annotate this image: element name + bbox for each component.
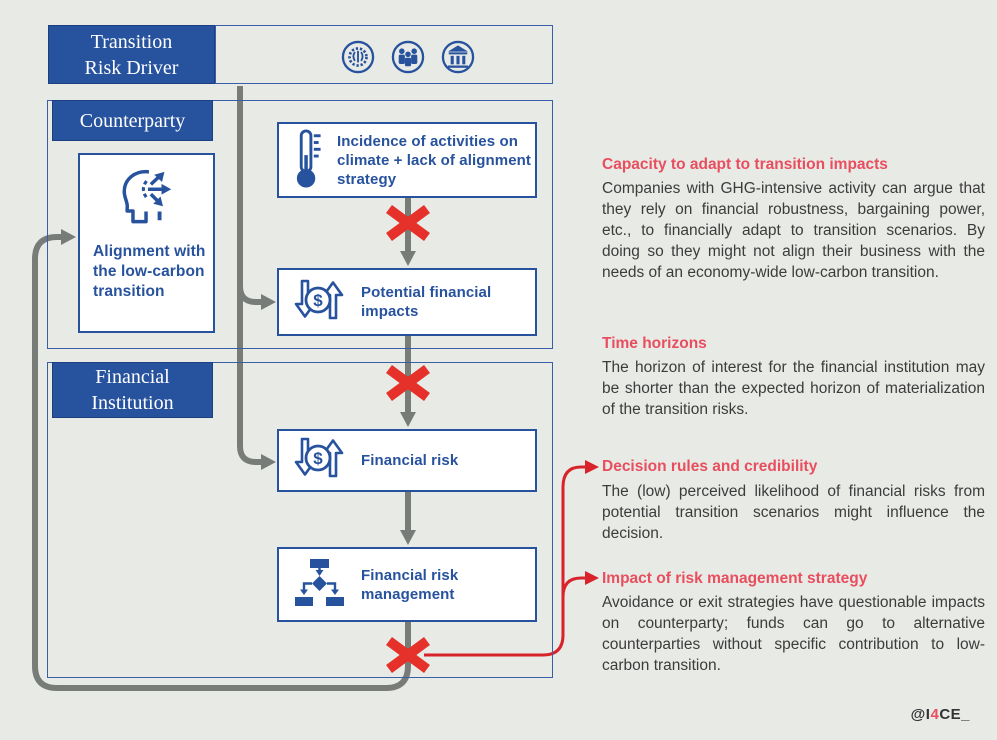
alignment-box (78, 153, 215, 333)
annotation-heading-time-horizons: Time horizons (602, 335, 707, 352)
flowchart-icon (293, 557, 345, 612)
potential-financial-impacts-label: Potential financial impacts (361, 284, 492, 320)
alignment-box-label: Alignment with the low-carbon transition (93, 243, 206, 300)
dollar-arrows-icon (293, 434, 345, 487)
annotation-heading-capacity: Capacity to adapt to transition impacts (602, 156, 888, 173)
incidence-box (277, 122, 537, 198)
dollar-arrows-icon (293, 276, 345, 329)
financial-risk-management-box (277, 547, 537, 622)
institution-bank-icon (441, 40, 475, 79)
incidence-box-label: Incidence of activities on climate + lack of alignment strategy (337, 132, 532, 188)
financial-risk-box (277, 429, 537, 492)
annotation-body-risk-management: Avoidance or exit strategies have questionable impacts on counterparty; funds can go to alternative counterparties without specific contribution to low-carbon transition. (602, 594, 985, 674)
red-arrowheads (585, 460, 599, 585)
annotation-body-time-horizons: The horizon of interest for the financial institution may be shorter than the expected horizon of materialization of the transition risks. (602, 359, 985, 418)
financial-risk-management-label: Financial risk management (361, 566, 459, 603)
technology-gear-icon (341, 40, 375, 79)
head-arrows-icon (116, 167, 178, 232)
thermometer-icon (293, 128, 323, 193)
risk-driver-icons (341, 40, 475, 79)
transition-risk-driver-line1: Transition (90, 30, 173, 53)
transition-risk-driver-line2: Risk Driver (84, 56, 179, 79)
financial-risk-label: Financial risk (361, 452, 459, 469)
society-people-icon (391, 40, 425, 79)
svg-text:$: $ (313, 290, 323, 310)
counterparty-label: Counterparty (52, 100, 213, 141)
transition-risk-driver-label (48, 25, 215, 84)
potential-financial-impacts-box (277, 268, 537, 336)
annotation-body-capacity: Companies with GHG-intensive activity can argue that they rely on financial robustness, bargaining power, etc., to financially adapt to transition scenarios. By doing so they might not align their business with the needs of an economy-wide low-carbon transition. (602, 180, 985, 281)
financial-institution-label: Financial Institution (52, 362, 213, 418)
annotation-heading-decision-rules: Decision rules and credibility (602, 458, 818, 475)
svg-text:$: $ (313, 449, 323, 468)
annotation-body-decision-rules: The (low) perceived likelihood of financial risks from potential transition scenarios might influence the decision. (602, 483, 985, 542)
annotation-heading-risk-management: Impact of risk management strategy (602, 570, 868, 587)
i4ce-watermark: @I4CE_ (910, 706, 970, 723)
